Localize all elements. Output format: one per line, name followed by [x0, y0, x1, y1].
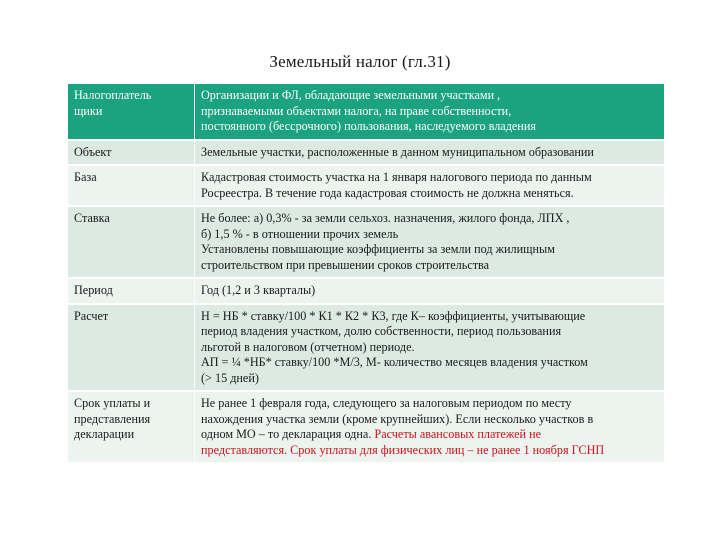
row-value-line: льготой в налоговом (отчетном) периоде.	[201, 339, 415, 354]
row-value-line: Не более: а) 0,3% - за земли сельхоз. назначения, жилого фонда, ЛПХ ,	[201, 211, 570, 225]
row-value-line: АП = ¼ *НБ* ставку/100 *М/3, М- количество месяцев владения участком	[201, 355, 588, 369]
row-value-line: Н = НБ * ставку/100 * К1 * К2 * К3, где К– коэффициенты, учитывающие	[201, 308, 586, 323]
row-value	[194, 279, 664, 303]
row-label-line: представления	[74, 411, 151, 426]
page-title: Земельный налог (гл.31)	[269, 52, 451, 71]
table-row-period	[68, 279, 664, 303]
table-row-calculation	[68, 305, 664, 391]
row-label	[68, 141, 194, 165]
row-value	[194, 141, 664, 165]
land-tax-table	[68, 82, 664, 464]
row-label-line: декларации	[74, 427, 135, 441]
row-value-line: постоянного (бессрочного) пользования, наследуемого владения	[201, 119, 536, 133]
row-label-line: Расчет	[74, 308, 109, 323]
row-value-line: б) 1,5 % - в отношении прочих земель	[201, 226, 399, 241]
row-label-line: Объект	[74, 144, 112, 159]
row-value	[194, 207, 664, 277]
row-value	[194, 84, 664, 139]
row-label-line: щики	[74, 103, 103, 118]
highlighted-text: представляются. Срок уплаты для физических лиц – не ранее 1 ноября ГСНП	[201, 442, 605, 457]
row-label-line: Налогоплатель	[74, 88, 152, 102]
row-value-line: нахождения участка земли (кроме крупнейших). Если несколько участков в	[201, 411, 594, 426]
row-value	[194, 305, 664, 391]
row-value-line: признаваемыми объектами налога, на праве собственности,	[201, 103, 512, 118]
row-label-line: Срок уплаты и	[74, 396, 151, 410]
table-row-taxpayers	[68, 84, 664, 139]
row-value-line: (> 15 дней)	[201, 370, 259, 385]
table-row-deadline	[68, 392, 664, 462]
row-label	[68, 207, 194, 277]
row-value-line: Установлены повышающие коэффициенты за земли под жилищным	[201, 242, 555, 256]
table-row-base	[68, 166, 664, 205]
row-label	[68, 84, 194, 139]
row-value-line	[201, 427, 658, 443]
table-row-object	[68, 141, 664, 165]
row-value-line: Земельные участки, расположенные в данном муниципальном образовании	[201, 144, 594, 159]
row-label	[68, 305, 194, 391]
table-row-rate	[68, 207, 664, 277]
row-label-line: Ставка	[74, 211, 110, 225]
row-label	[68, 279, 194, 303]
row-label	[68, 166, 194, 205]
row-value-line: период владения участком, долю собственности, период пользования	[201, 324, 562, 338]
row-label-line: База	[74, 170, 97, 184]
highlighted-text: Расчеты авансовых платежей не	[374, 427, 541, 441]
row-value-line: Не ранее 1 февраля года, следующего за налоговым периодом по месту	[201, 396, 572, 410]
row-label-line: Период	[74, 283, 113, 297]
row-value	[194, 392, 664, 462]
row-value-line: строительством при превышении сроков строительства	[201, 257, 490, 272]
row-value-line: Росреестра. В течение года кадастровая стоимость не должна меняться.	[201, 185, 574, 200]
row-label	[68, 392, 194, 462]
row-value	[194, 166, 664, 205]
row-value-line: Кадастровая стоимость участка на 1 января налогового периода по данным	[201, 170, 592, 184]
row-value-line: Год (1,2 и 3 кварталы)	[201, 283, 316, 297]
row-value-line: Организации и ФЛ, обладающие земельными участками ,	[201, 88, 501, 102]
row-value-text: одном МО – то декларация одна.	[201, 427, 375, 441]
